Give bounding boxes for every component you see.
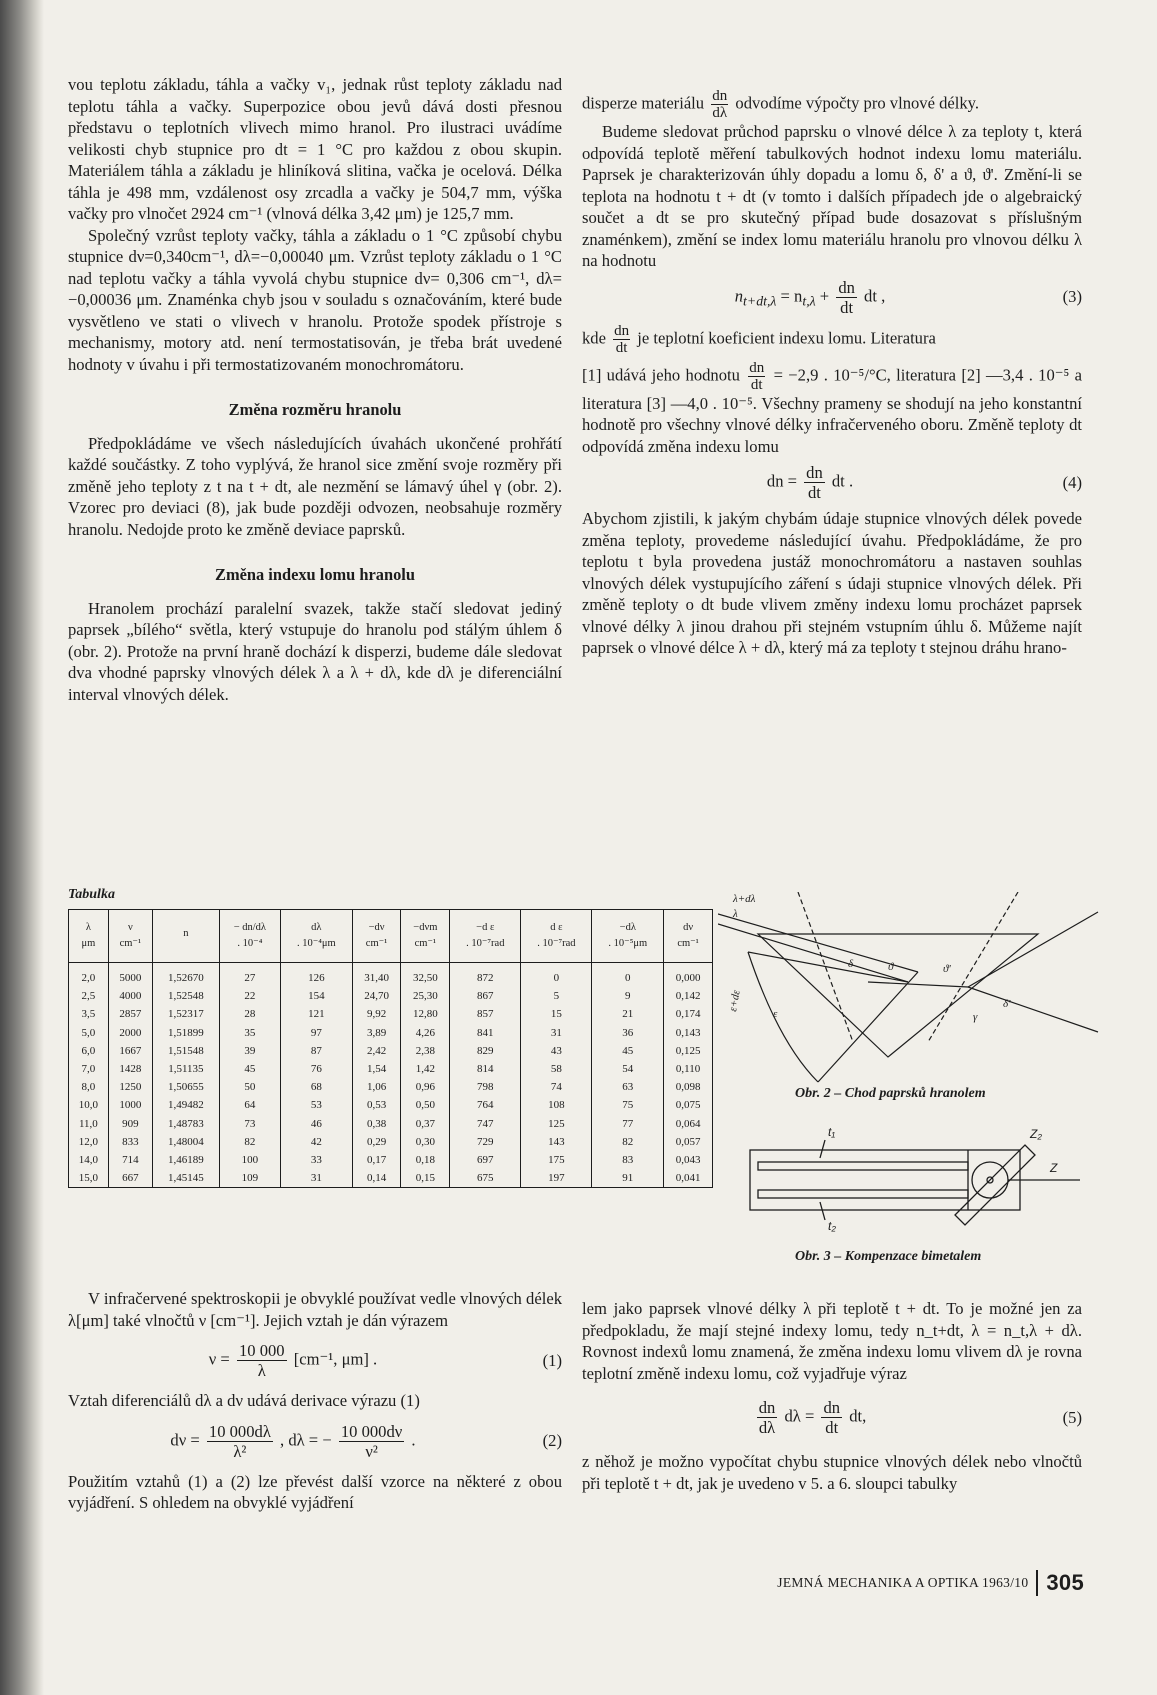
paragraph: vou teplotu základu, táhla a vačky v₁, jednak růst teploty základu nad teplotu táhla a vačky. Superpozice obou jevů dává dosti přesnou představu o teplotních vlivech mimo hranol. Pro ilustraci uvádíme velikosti chyb stupnice pro dt = 1 °C pro každou z obou skupin. Materiálem táhla a základu je hliníková slitina, vačka je ocelová. Délka táhla je 498 mm, vzdálenost osy zrcadla a vačky je 504,7 mm, výška vačky pro vlnočet 2924 cm⁻¹ (vlnová délka 3,42 μm) je 125,7 mm. [68, 75, 562, 223]
fig-label: ϑ' [943, 963, 951, 975]
table-cell: 175 [521, 1151, 592, 1169]
table-row [69, 987, 713, 1005]
table-column-header [401, 910, 450, 963]
table-cell: 9 [592, 987, 664, 1005]
text-span: [1] udává jeho hodnotu [582, 364, 740, 384]
table-cell: 97 [280, 1024, 352, 1042]
fig-label: Z₂ [1030, 1127, 1042, 1141]
page-number: 305 [1046, 1570, 1084, 1595]
table-cell: 0,174 [664, 1005, 713, 1023]
fig-label: λ [733, 908, 738, 920]
right-column [582, 88, 1082, 659]
table-cell: 1,52548 [153, 987, 220, 1005]
numerator: dn [749, 359, 765, 376]
fig-label: t₁ [828, 1125, 836, 1139]
section-heading: Změna rozměru hranolu [228, 400, 402, 419]
prism-outline [758, 934, 1038, 1057]
data-table [68, 909, 713, 1188]
table-cell: 1,52317 [153, 1005, 220, 1023]
table-cell: 28 [219, 1005, 280, 1023]
header-unit: . 10⁻⁴μm [296, 938, 336, 949]
table-cell: 121 [280, 1005, 352, 1023]
table-cell: 21 [592, 1005, 664, 1023]
numerator: dn [806, 463, 823, 482]
table-cell: 8,0 [81, 1081, 96, 1094]
table-cell: 2,0 [81, 972, 96, 985]
fraction [207, 1422, 273, 1461]
table-cell: 5000 [108, 963, 152, 988]
denominator: λ² [233, 1441, 247, 1461]
table-cell: 798 [450, 1078, 521, 1096]
table-cell: 0,125 [664, 1042, 713, 1060]
denominator: dλ [758, 1418, 776, 1437]
leader-line [820, 1140, 825, 1158]
text-span: disperze materiálu [582, 93, 705, 113]
table-cell: 35 [219, 1024, 280, 1042]
table-cell: 1,50655 [153, 1078, 220, 1096]
table-cell: 1,54 [352, 1060, 401, 1078]
figure-3-caption: Obr. 3 – Kompenzace bimetalem [795, 1249, 982, 1264]
table-row [69, 1096, 713, 1114]
text-span: je teplotní koeficient indexu lomu. Literatura [637, 327, 936, 347]
header-top: − dn/dλ [233, 922, 267, 933]
equation-number: (3) [1062, 287, 1082, 307]
table-cell: 0,14 [352, 1169, 401, 1188]
denominator: dt [825, 1418, 839, 1437]
header-unit: μm [81, 938, 96, 949]
ray-line [968, 987, 1098, 1032]
table-cell: 841 [450, 1024, 521, 1042]
fraction [836, 278, 857, 317]
text-span: odvodíme výpočty pro vlnové délky. [735, 93, 980, 113]
table-cell: 87 [280, 1042, 352, 1060]
deviation-arc [748, 952, 818, 1082]
table-cell: 24,70 [352, 987, 401, 1005]
numerator: dn [823, 1398, 841, 1417]
text-span: kde [582, 327, 606, 347]
table-cell: 15,0 [78, 1172, 98, 1185]
table-cell: 2,38 [401, 1042, 450, 1060]
table-cell: 11,0 [78, 1117, 98, 1130]
table-cell: 50 [219, 1078, 280, 1096]
table-cell: 0,17 [352, 1151, 401, 1169]
fraction [613, 323, 630, 356]
table-cell: 3,5 [81, 1008, 96, 1021]
table-cell: 1,52670 [153, 963, 220, 988]
table-cell: 1,45145 [153, 1169, 220, 1188]
journal-name: JEMNÁ MECHANIKA A OPTIKA 1963/10 [777, 1575, 1029, 1590]
table-cell: 0,043 [664, 1151, 713, 1169]
table-cell: 697 [450, 1151, 521, 1169]
equation-number: (4) [1062, 472, 1082, 492]
table-column-header [69, 910, 109, 963]
table-cell: 0,075 [664, 1096, 713, 1114]
fig-label: ε [773, 1008, 778, 1020]
ray-line [748, 952, 908, 982]
fraction [757, 1398, 778, 1437]
paragraph: Použitím vztahů (1) a (2) lze převést další vzorce na některé z obou vyjádření. S ohledem na obvyklé vyjádření [68, 1471, 562, 1512]
table-row [69, 1115, 713, 1133]
fraction [711, 88, 728, 121]
table-cell: 747 [450, 1115, 521, 1133]
table-cell: 1,51548 [153, 1042, 220, 1060]
header-top: ν [128, 922, 133, 933]
table-cell: 0,098 [664, 1078, 713, 1096]
numerator: dn [614, 322, 630, 339]
table-cell: 1,48004 [153, 1133, 220, 1151]
eq-term: = n [776, 285, 803, 305]
fig-label: γ [973, 1011, 978, 1023]
table-cell: 1,42 [401, 1060, 450, 1078]
table-cell: 1,51135 [153, 1060, 220, 1078]
figure-2-caption: Obr. 2 – Chod paprsků hranolem [795, 1086, 986, 1101]
fig-label: ε+dε [727, 989, 743, 1013]
denominator: dt [840, 297, 854, 317]
fraction [339, 1422, 404, 1461]
table-cell: 0,110 [664, 1060, 713, 1078]
text-span: = −2,9 . 10⁻⁵/°C, literatura [2] —3,4 . 10⁻⁵ a literatura [3] —4,0 . 10⁻⁵. Všechny prameny se shodují na jeho konstantní hodnotě pro všechny vlnové délky infračerveného oboru. Změně teploty dt odpovídá změna indexu lomu [582, 364, 1083, 456]
eq-term: [cm⁻¹, μm] . [289, 1349, 378, 1369]
header-top: d ε [550, 922, 563, 933]
equation-number: (2) [542, 1431, 562, 1451]
table-row [69, 1042, 713, 1060]
paragraph: Společný vzrůst teploty vačky, táhla a základu o 1 °C způsobí chybu stupnice dν=0,340cm⁻¹, dλ=−0,00040 μm. Vzrůst teploty základu o 1 °C nad teplotu vačky a táhla vyvolá chybu stupnice dν= 0,306 cm⁻¹, dλ= −0,00036 μm. Znaménka chyb jsou v souladu s označováním, které bude vysvětleno ve stati o vlivech v hranolu. Protože spodek přístroje s mechanismy, motory atd. není termostatisován, je třeba brát uvedené hodnoty v úvahu i při termostatizovaném monochromátoru. [68, 225, 562, 374]
denominator: dt [807, 483, 821, 502]
denominator: dt [615, 339, 628, 356]
table-cell: 857 [450, 1005, 521, 1023]
table-cell: 872 [450, 963, 521, 988]
header-unit: cm⁻¹ [677, 938, 699, 949]
table-cell: 82 [592, 1133, 664, 1151]
equation-2 [68, 1422, 562, 1461]
table-cell: 3,89 [352, 1024, 401, 1042]
numerator: dn [712, 88, 728, 104]
paragraph: Abychom zjistili, k jakým chybám údaje stupnice vlnových délek povede změna teploty, provedeme následující úvahu. Předpokládáme, že pro teplotu t byla provedena justáž monochromátoru a nastaven souhlas vlnových délek vystupujícího záření s údaji stupnice vlnových délek. Při změně teploty o dt bude vlivem změny indexu lomu procházet paprsek vlnové délky λ jinou drahou při stejném vstupním úhlu δ. Můžeme najít paprsek o vlnové délce λ + dλ, který má za teploty t stejnou dráhu hrano- [582, 509, 1082, 657]
fig-label: ϑ [888, 961, 894, 973]
table-row [69, 1133, 713, 1151]
eq-term: , dλ = − [275, 1429, 332, 1449]
table-cell: 729 [450, 1133, 521, 1151]
table-cell: 1000 [108, 1096, 152, 1114]
table-cell: 12,80 [401, 1005, 450, 1023]
eq-term: dt . [827, 471, 854, 491]
table-cell: 0,18 [401, 1151, 450, 1169]
fig-label: Z [1050, 1161, 1058, 1175]
table-cell: 714 [108, 1151, 152, 1169]
table-cell: 74 [521, 1078, 592, 1096]
fraction [821, 1398, 842, 1437]
table-cell: 2857 [108, 1005, 152, 1023]
table-row [69, 1169, 713, 1188]
header-unit: cm⁻¹ [414, 938, 437, 949]
equation-1 [68, 1341, 562, 1380]
table-cell: 100 [219, 1151, 280, 1169]
mirror [955, 1145, 1035, 1225]
header-top: λ [85, 922, 91, 933]
table-cell: 82 [219, 1133, 280, 1151]
table-cell: 0,53 [352, 1096, 401, 1114]
table-cell: 31,40 [352, 963, 401, 988]
denominator: dλ [712, 105, 728, 121]
table-column-header [592, 910, 664, 963]
table-cell: 12,0 [78, 1135, 98, 1148]
table-cell: 68 [280, 1078, 352, 1096]
table-column-header [664, 910, 713, 963]
table-cell: 0,50 [401, 1096, 450, 1114]
eq-term: dν = [170, 1429, 204, 1449]
table-column-header [450, 910, 521, 963]
leader-line [820, 1202, 825, 1220]
paragraph: Vztah diferenciálů dλ a dν udává derivace výrazu (1) [68, 1391, 420, 1410]
paragraph: z něhož je možno vypočítat chybu stupnice vlnových délek nebo vlnočtů při teplotě t + dt, jak je uvedeno v 5. a 6. sloupci tabulky [582, 1452, 1082, 1493]
table-cell: 2,5 [81, 990, 96, 1003]
table-cell: 63 [592, 1078, 664, 1096]
table-cell: 126 [280, 963, 352, 988]
table-cell: 909 [108, 1115, 152, 1133]
table-header-row [69, 910, 713, 963]
equation-number: (1) [542, 1350, 562, 1370]
eq-term: dλ = [780, 1406, 819, 1426]
table-row [69, 1151, 713, 1169]
table-cell: 14,0 [78, 1153, 98, 1166]
header-unit: . 10⁻⁴ [237, 938, 263, 949]
table-cell: 814 [450, 1060, 521, 1078]
table-cell: 43 [521, 1042, 592, 1060]
numerator: dn [758, 1398, 776, 1417]
table-cell: 45 [219, 1060, 280, 1078]
page-binding-shadow [0, 0, 44, 1695]
paragraph: Budeme sledovat průchod paprsku o vlnové délce λ za teploty t, která odpovídá teplotě měření tabulkových hodnot indexu lomu materiálu. Paprsek je charakterizován úhly dopadu a lomu δ, δ' a ϑ, ϑ'. Změní-li se teplota na hodnotu t + dt (v tomto i dalších případech jde o algebraický součet a dt se pro skutečný případ bude dosazovat s příslušným znaménkem), změní se index lomu materiálu hranolu pro vlnovou délku λ na hodnotu [582, 122, 1082, 270]
equation-4 [582, 463, 1082, 502]
eq-term: dn = [766, 471, 802, 491]
fraction [748, 360, 765, 393]
header-top: −dλ [619, 922, 636, 933]
table-cell: 5 [521, 987, 592, 1005]
table-cell: 1,51899 [153, 1024, 220, 1042]
table-cell: 46 [280, 1115, 352, 1133]
table-cell: 0,29 [352, 1133, 401, 1151]
table-cell: 0 [592, 963, 664, 988]
fig-label: δ [848, 958, 854, 970]
header-top: −d ε [476, 922, 495, 933]
denominator: λ [257, 1361, 266, 1380]
table-cell: 6,0 [81, 1044, 96, 1057]
table-cell: 33 [280, 1151, 352, 1169]
header-unit: . 10⁻⁷rad [466, 938, 505, 949]
eq-subscript: t,λ [802, 293, 816, 309]
section-heading: Změna indexu lomu hranolu [215, 565, 415, 584]
bimetal-compensation-diagram [740, 1120, 1100, 1235]
prism-ray-diagram [718, 892, 1104, 1102]
header-unit: cm⁻¹ [119, 938, 142, 949]
bimetal-strip [758, 1190, 968, 1198]
table-cell: 867 [450, 987, 521, 1005]
bimetal-strip [758, 1162, 968, 1170]
table-cell: 1250 [108, 1078, 152, 1096]
table-cell: 1428 [108, 1060, 152, 1078]
fig-label: δ' [1003, 998, 1011, 1010]
table-cell: 0,057 [664, 1133, 713, 1151]
fig-label: t₂ [828, 1219, 836, 1233]
footer-separator [1036, 1570, 1038, 1596]
equation-number: (5) [1062, 1407, 1082, 1427]
table-cell: 9,92 [352, 1005, 401, 1023]
table-cell: 58 [521, 1060, 592, 1078]
eq-term: dt, [845, 1406, 867, 1426]
table-cell: 0,000 [664, 963, 713, 988]
base-frame [750, 1150, 1020, 1210]
table-cell: 64 [219, 1096, 280, 1114]
ray-line [868, 982, 968, 987]
table-cell: 154 [280, 987, 352, 1005]
table-cell: 764 [450, 1096, 521, 1114]
eq-subscript: t+dt,λ [743, 293, 777, 309]
ray-line [968, 912, 1098, 987]
table-row [69, 1024, 713, 1042]
table-cell: 109 [219, 1169, 280, 1188]
table-cell: 833 [108, 1133, 152, 1151]
table-cell: 108 [521, 1096, 592, 1114]
table-cell: 22 [219, 987, 280, 1005]
header-top: dλ [311, 922, 322, 933]
table-cell: 0,142 [664, 987, 713, 1005]
table-cell: 0,38 [352, 1115, 401, 1133]
header-top: dν [683, 922, 694, 933]
numerator: dn [838, 277, 855, 297]
paragraph: lem jako paprsek vlnové délky λ při teplotě t + dt. To je možné jen za předpokladu, že mají stejné indexy lomu, tedy n_t+dt, λ = n_t,λ + dλ. Rovnost indexů lomu znamená, že změna indexu lomu vlivem dλ je rovna teplotní změně indexu lomu, což vyjadřuje výraz [582, 1299, 1082, 1383]
table-cell: 32,50 [401, 963, 450, 988]
header-unit: . 10⁻⁵μm [608, 938, 648, 949]
table-cell: 91 [592, 1169, 664, 1188]
table-cell: 1,46189 [153, 1151, 220, 1169]
numerator: 10 000dλ [208, 1421, 271, 1441]
equation-5 [582, 1398, 1082, 1437]
table-cell: 76 [280, 1060, 352, 1078]
table-cell: 0,30 [401, 1133, 450, 1151]
denominator: ν² [365, 1441, 378, 1461]
table-cell: 27 [219, 963, 280, 988]
paragraph [582, 88, 1082, 121]
table-cell: 73 [219, 1115, 280, 1133]
table-cell: 675 [450, 1169, 521, 1188]
table-column-header [521, 910, 592, 963]
table-cell: 1,06 [352, 1078, 401, 1096]
table-cell: 667 [108, 1169, 152, 1188]
data-table-section [68, 887, 713, 1188]
table-cell: 1667 [108, 1042, 152, 1060]
table-cell: 1,49482 [153, 1096, 220, 1114]
table-cell: 31 [521, 1024, 592, 1042]
table-cell: 10,0 [78, 1099, 98, 1112]
table-cell: 36 [592, 1024, 664, 1042]
table-body [69, 963, 713, 1188]
eq-term: + [815, 285, 834, 305]
header-top: −dν [368, 922, 385, 933]
equation-3 [582, 278, 1082, 317]
table-cell: 45 [592, 1042, 664, 1060]
table-label: Tabulka [68, 887, 115, 902]
table-cell: 0 [521, 963, 592, 988]
table-cell: 829 [450, 1042, 521, 1060]
fraction [237, 1341, 287, 1380]
table-column-header [352, 910, 401, 963]
bottom-right-column [582, 1298, 1082, 1494]
paragraph: V infračervené spektroskopii je obvyklé používat vedle vlnových délek λ[μm] také vlnočtů ν [cm⁻¹]. Jejich vztah je dán výrazem [68, 1289, 562, 1330]
table-cell: 5,0 [81, 1026, 96, 1039]
table-cell: 31 [280, 1169, 352, 1188]
table-cell: 75 [592, 1096, 664, 1114]
table-cell: 2,42 [352, 1042, 401, 1060]
numerator: 10 000dν [340, 1421, 403, 1441]
header-unit: . 10⁻⁷rad [537, 938, 576, 949]
table-cell: 83 [592, 1151, 664, 1169]
table-cell: 42 [280, 1133, 352, 1151]
table-cell: 0,064 [664, 1115, 713, 1133]
bottom-left-column [68, 1288, 562, 1514]
table-column-header [108, 910, 152, 963]
table-row [69, 1078, 713, 1096]
table-cell: 0,041 [664, 1169, 713, 1188]
table-cell: 15 [521, 1005, 592, 1023]
table-cell: 4,26 [401, 1024, 450, 1042]
table-cell: 1,48783 [153, 1115, 220, 1133]
table-cell: 2000 [108, 1024, 152, 1042]
numerator: 10 000 [238, 1341, 285, 1360]
table-cell: 77 [592, 1115, 664, 1133]
table-cell: 4000 [108, 987, 152, 1005]
table-cell: 0,143 [664, 1024, 713, 1042]
header-top: −dνm [413, 922, 438, 933]
table-cell: 125 [521, 1115, 592, 1133]
paragraph: Předpokládáme ve všech následujících úvahách ukončené prohřátí každé součástky. Z toho vyplývá, že hranol sice změní svoje rozměry při změně jeho teploty z t na t + dt, ale nezmění se lámavý úhel γ (obr. 2). Vzorec pro deviaci (8), jak bude později odvozen, neobsahuje rozměry hranolu. Nedojde proto ke změně deviace paprsků. [68, 433, 562, 539]
table-cell: 197 [521, 1169, 592, 1188]
table-cell: 39 [219, 1042, 280, 1060]
table-row [69, 1005, 713, 1023]
paragraph [582, 360, 1082, 458]
table-row [69, 963, 713, 988]
table-cell: 0,15 [401, 1169, 450, 1188]
table-column-header [153, 910, 220, 963]
table-cell: 143 [521, 1133, 592, 1151]
table-cell: 0,96 [401, 1078, 450, 1096]
header-unit: cm⁻¹ [365, 938, 388, 949]
header-top: n [183, 928, 189, 939]
eq-term: ν = [208, 1349, 234, 1369]
table-column-header [219, 910, 280, 963]
table-column-header [280, 910, 352, 963]
paragraph [582, 323, 1082, 356]
table-cell: 7,0 [81, 1063, 96, 1076]
eq-term: dt , [859, 285, 886, 305]
fraction [804, 463, 825, 502]
left-column [68, 74, 562, 705]
page-footer [744, 1570, 1084, 1596]
table-cell: 25,30 [401, 987, 450, 1005]
fig-label: λ+dλ [733, 893, 756, 905]
table-cell: 54 [592, 1060, 664, 1078]
denominator: dt [750, 376, 763, 393]
eq-term: . [407, 1429, 416, 1449]
paragraph: Hranolem prochází paralelní svazek, takže stačí sledovat jediný paprsek „bílého“ světla, který vstupuje do hranolu pod stálým úhlem δ (obr. 2). Protože na první hraně dochází k disperzi, budeme dále sledovat dva vhodné paprsky vlnových délek λ a λ + dλ, kde dλ je diferenciální interval vlnových délek. [68, 598, 562, 704]
table-row [69, 1060, 713, 1078]
table-cell: 53 [280, 1096, 352, 1114]
eq-term: n [734, 285, 744, 305]
table-cell: 0,37 [401, 1115, 450, 1133]
ray-line [818, 972, 918, 1082]
